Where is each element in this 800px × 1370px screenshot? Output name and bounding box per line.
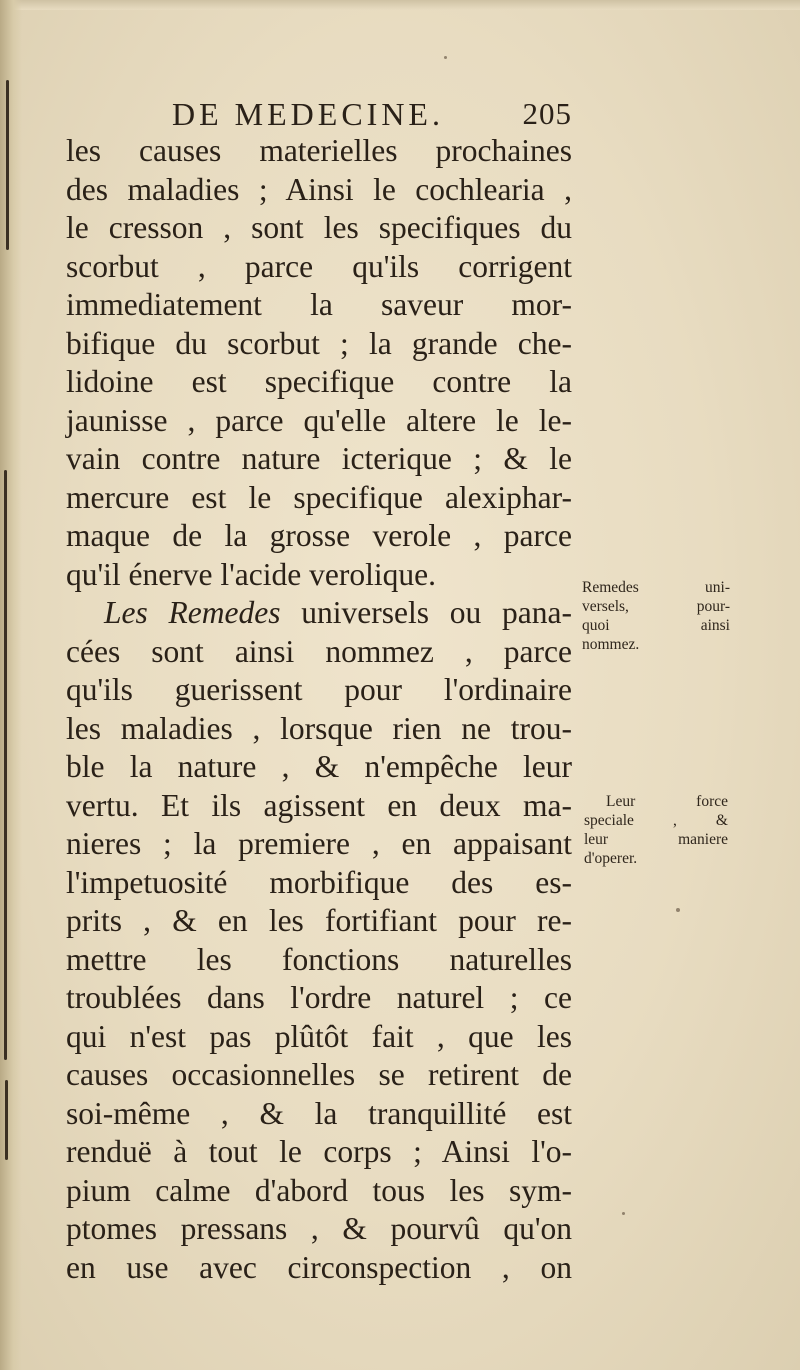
text-line: troublées dans l'ordre naturel ; ce xyxy=(66,980,572,1015)
text-line: scorbut , parce qu'ils corrigent xyxy=(66,248,572,284)
text-line: le cresson , sont les specifiques du xyxy=(66,210,572,245)
italic-lead-words: Les Remedes xyxy=(104,595,281,630)
text-line: pium calme d'abord tous les sym- xyxy=(66,1172,572,1208)
text-line: mercure est le specifique alexiphar- xyxy=(66,479,572,515)
text-line: vertu. Et ils agissent en deux ma- xyxy=(66,787,572,823)
ink-speck xyxy=(676,908,680,912)
text-line: en use avec circonspection , on xyxy=(66,1249,572,1285)
text-line: les causes materielles prochaines xyxy=(66,133,572,168)
text-line: ptomes pressans , & pourvû qu'on xyxy=(66,1211,572,1246)
text-line: lidoine est specifique contre la xyxy=(66,364,572,399)
marginal-note-line: quoi ainsi xyxy=(582,617,730,634)
gutter-mark xyxy=(6,80,9,250)
text-line: cées sont ainsi nommez , parce xyxy=(66,633,572,669)
marginal-note-line: speciale , & xyxy=(584,812,728,829)
body-text xyxy=(66,132,572,1287)
text-line: nieres ; la premiere , en appaisant xyxy=(66,826,572,861)
gutter-mark xyxy=(4,470,7,1060)
text-line: vain contre nature icterique ; & le xyxy=(66,441,572,476)
marginal-note-line: Leur force xyxy=(606,793,728,810)
text-line: mettre les fonctions naturelles xyxy=(66,941,572,977)
ink-speck xyxy=(444,56,447,59)
text-line: qui n'est pas plûtôt fait , que les xyxy=(66,1018,572,1054)
text-line: prits , & en les fortifiant pour re- xyxy=(66,903,572,938)
text-line: soi-même , & la tranquillité est xyxy=(66,1095,572,1131)
text-line: immediatement la saveur mor- xyxy=(66,287,572,322)
marginal-note-leur-force xyxy=(584,792,728,868)
page-top-edge xyxy=(0,0,800,10)
text-line: qu'ils guerissent pour l'ordinaire xyxy=(66,672,572,707)
text-line: maque de la grosse verole , parce xyxy=(66,518,572,553)
text-line: jaunisse , parce qu'elle altere le le- xyxy=(66,402,572,438)
text-line: qu'il énerve l'acide verolique. xyxy=(66,556,436,592)
marginal-note-line: Remedes uni- xyxy=(582,579,730,596)
marginal-note-remedes-universels xyxy=(582,578,730,654)
marginal-note-line: d'operer. xyxy=(584,850,638,867)
marginal-note-line: nommez. xyxy=(582,636,640,653)
text-line: les maladies , lorsque rien ne trou- xyxy=(66,710,572,746)
running-title: DE MEDECINE. xyxy=(172,96,444,132)
text-line: l'impetuosité morbifique des es- xyxy=(66,864,572,900)
text-line: bifique du scorbut ; la grande che- xyxy=(66,325,572,361)
text-line: renduë à tout le corps ; Ainsi l'o- xyxy=(66,1134,572,1169)
ink-speck xyxy=(622,1212,625,1215)
gutter-mark xyxy=(5,1080,8,1160)
page-header xyxy=(172,96,572,136)
page-number: 205 xyxy=(522,96,572,131)
text-line: causes occasionnelles se retirent de xyxy=(66,1057,572,1092)
text-line-italic-lead: Les Remedes universels ou pana- xyxy=(104,595,572,630)
marginal-note-line: leur maniere xyxy=(584,831,728,848)
text-line: ble la nature , & n'empêche leur xyxy=(66,749,572,784)
text-line: des maladies ; Ainsi le cochlearia , xyxy=(66,171,572,207)
marginal-note-line: versels, pour- xyxy=(582,598,730,615)
